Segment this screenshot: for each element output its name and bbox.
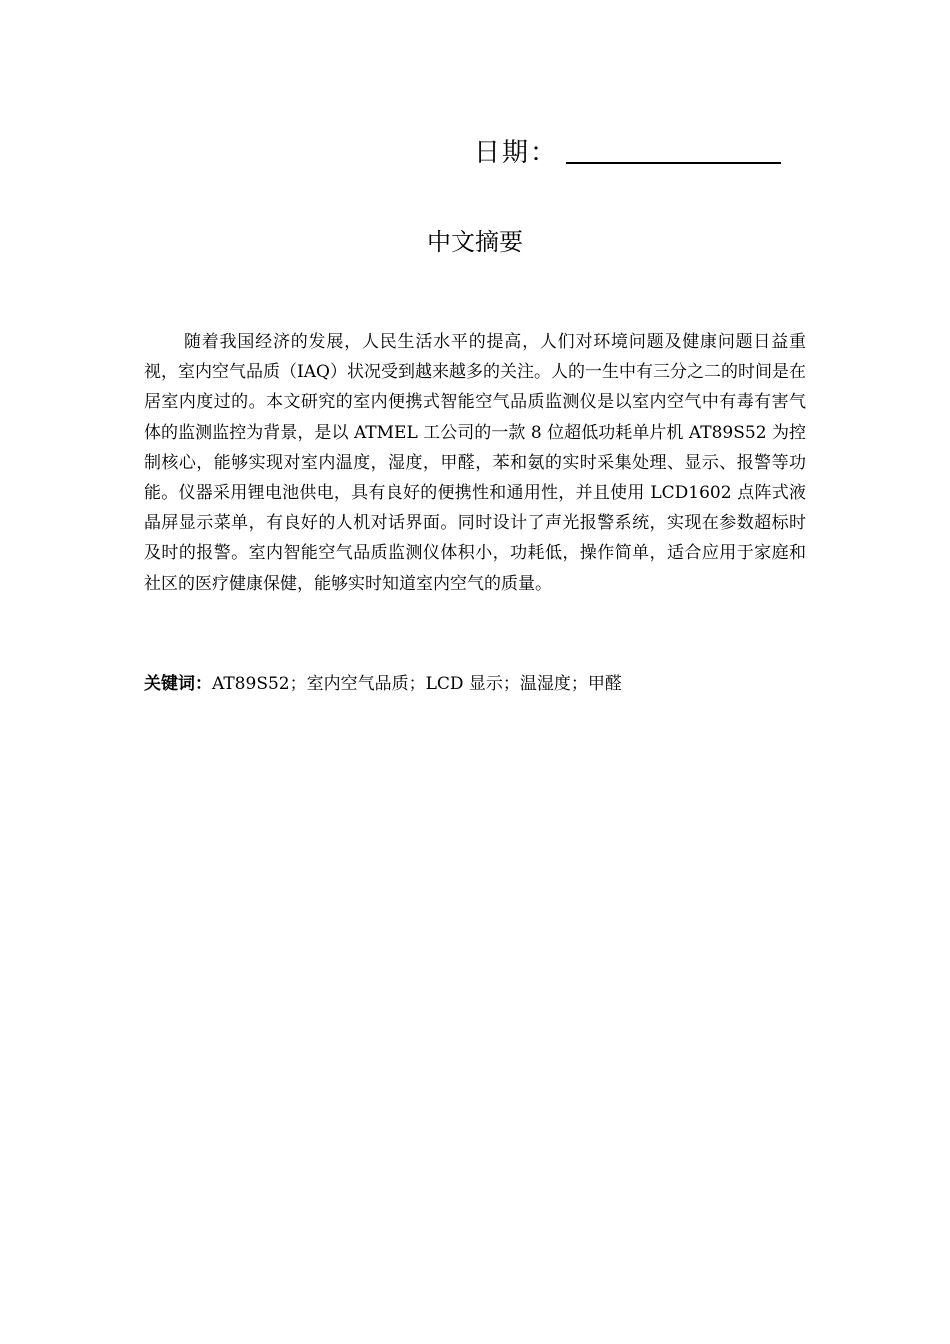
page-title: 中文摘要 [427, 228, 523, 256]
date-label: 日期： [474, 138, 559, 168]
keywords-text: AT89S52；室内空气品质；LCD 显示；温湿度；甲醛 [212, 674, 622, 694]
keywords-line [144, 670, 806, 698]
date-blank-line [566, 162, 781, 164]
keywords-label: 关键词： [144, 674, 212, 694]
date-field [474, 133, 781, 169]
abstract-paragraph: 随着我国经济的发展，人民生活水平的提高，人们对环境问题及健康问题日益重视，室内空气品质（IAQ）状况受到越来越多的关注。人的一生中有三分之二的时间是在居室内度过的。本文研究的室内便携式智能空气品质监测仪是以室内空气中有毒有害气体的监测监控为背景，是以 ATMEL 工公司的一款 8 位超低功耗单片机 AT89S52 为控制核心，能够实现对室内温度，湿度，甲醛，苯和氨的实时采集处理、显示、报警等功能。仪器采用锂电池供电，具有良好的便携性和通用性，并且使用 LCD1602 点阵式液晶屏显示菜单，有良好的人机对话界面。同时设计了声光报警系统，实现在参数超标时及时的报警。室内智能空气品质监测仪体积小，功耗低，操作简单，适合应用于家庭和社区的医疗健康保健，能够实时知道室内空气的质量。 [144, 332, 806, 594]
